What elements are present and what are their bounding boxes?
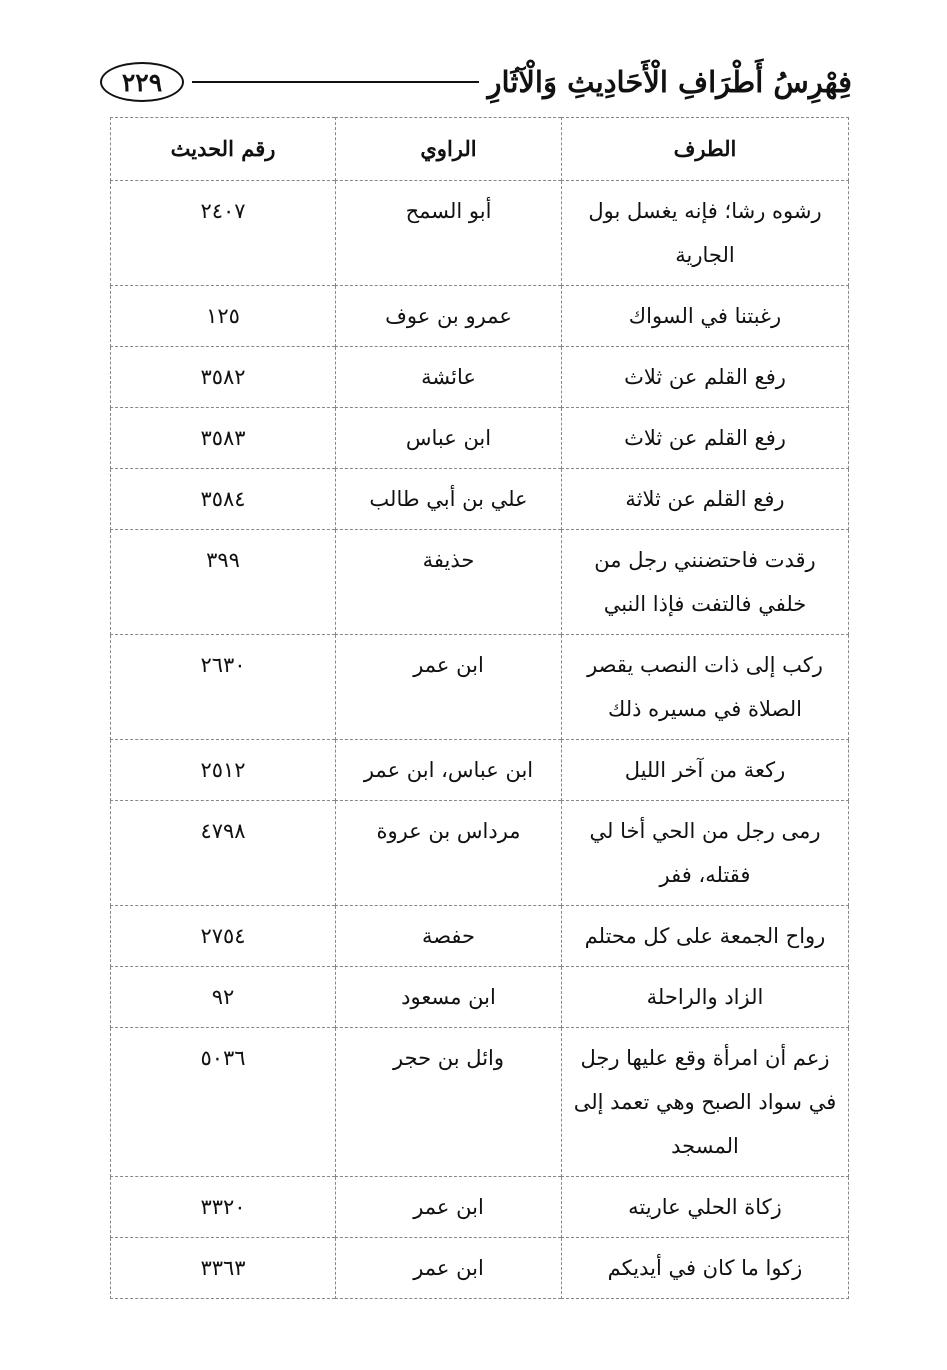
table-row	[111, 1238, 849, 1299]
cell-rawi: حفصة	[336, 906, 562, 967]
column-header-number: رقم الحديث	[111, 118, 336, 181]
table-row	[111, 181, 849, 286]
cell-taraf: ركب إلى ذات النصب يقصر الصلاة في مسيره ذلك	[562, 635, 849, 740]
column-header-rawi: الراوي	[336, 118, 562, 181]
cell-taraf: رفع القلم عن ثلاثة	[562, 469, 849, 530]
cell-taraf: زكاة الحلي عاريته	[562, 1177, 849, 1238]
cell-taraf: ركعة من آخر الليل	[562, 740, 849, 801]
table-row	[111, 740, 849, 801]
cell-rawi: حذيفة	[336, 530, 562, 635]
cell-taraf: زكوا ما كان في أيديكم	[562, 1238, 849, 1299]
cell-taraf: رمى رجل من الحي أخا لي فقتله، ففر	[562, 801, 849, 906]
page-header	[100, 50, 852, 114]
cell-number: ٣٥٨٢	[111, 347, 336, 408]
cell-rawi: عمرو بن عوف	[336, 286, 562, 347]
cell-taraf: الزاد والراحلة	[562, 967, 849, 1028]
cell-number: ٣٥٨٤	[111, 469, 336, 530]
cell-rawi: علي بن أبي طالب	[336, 469, 562, 530]
cell-number: ٣٥٨٣	[111, 408, 336, 469]
table-row	[111, 635, 849, 740]
cell-rawi: وائل بن حجر	[336, 1028, 562, 1177]
cell-rawi: ابن عمر	[336, 1177, 562, 1238]
cell-rawi: ابن عمر	[336, 1238, 562, 1299]
cell-number: ٩٢	[111, 967, 336, 1028]
cell-number: ٥٠٣٦	[111, 1028, 336, 1177]
cell-number: ١٢٥	[111, 286, 336, 347]
cell-number: ٢٥١٢	[111, 740, 336, 801]
table-row	[111, 1177, 849, 1238]
cell-taraf: رقدت فاحتضنني رجل من خلفي فالتفت فإذا النبي	[562, 530, 849, 635]
table-row	[111, 530, 849, 635]
cell-number: ٢٧٥٤	[111, 906, 336, 967]
hadith-index-table	[110, 117, 849, 1299]
cell-taraf: زعم أن امرأة وقع عليها رجل في سواد الصبح وهي تعمد إلى المسجد	[562, 1028, 849, 1177]
table-row	[111, 906, 849, 967]
cell-taraf: رغبتنا في السواك	[562, 286, 849, 347]
cell-number: ٣٣٦٣	[111, 1238, 336, 1299]
cell-rawi: عائشة	[336, 347, 562, 408]
table-row	[111, 408, 849, 469]
cell-rawi: ابن عباس، ابن عمر	[336, 740, 562, 801]
cell-taraf: رشوه رشا؛ فإنه يغسل بول الجارية	[562, 181, 849, 286]
cell-rawi: أبو السمح	[336, 181, 562, 286]
cell-rawi: مرداس بن عروة	[336, 801, 562, 906]
cell-rawi: ابن عباس	[336, 408, 562, 469]
cell-rawi: ابن مسعود	[336, 967, 562, 1028]
table-row	[111, 347, 849, 408]
cell-rawi: ابن عمر	[336, 635, 562, 740]
cell-taraf: رفع القلم عن ثلاث	[562, 408, 849, 469]
page-number: ٢٢٩	[100, 62, 184, 102]
table-row	[111, 469, 849, 530]
table-row	[111, 967, 849, 1028]
table-header-row	[111, 118, 849, 181]
cell-number: ٢٤٠٧	[111, 181, 336, 286]
header-rule	[192, 81, 479, 83]
running-title: فِهْرِسُ أَطْرَافِ الْأَحَادِيثِ وَالْآثَارِ	[487, 65, 852, 99]
cell-taraf: رفع القلم عن ثلاث	[562, 347, 849, 408]
cell-number: ٣٩٩	[111, 530, 336, 635]
cell-number: ٢٦٣٠	[111, 635, 336, 740]
table-row	[111, 286, 849, 347]
cell-number: ٤٧٩٨	[111, 801, 336, 906]
table-row	[111, 801, 849, 906]
cell-taraf: رواح الجمعة على كل محتلم	[562, 906, 849, 967]
table-row	[111, 1028, 849, 1177]
column-header-taraf: الطرف	[562, 118, 849, 181]
cell-number: ٣٣٢٠	[111, 1177, 336, 1238]
